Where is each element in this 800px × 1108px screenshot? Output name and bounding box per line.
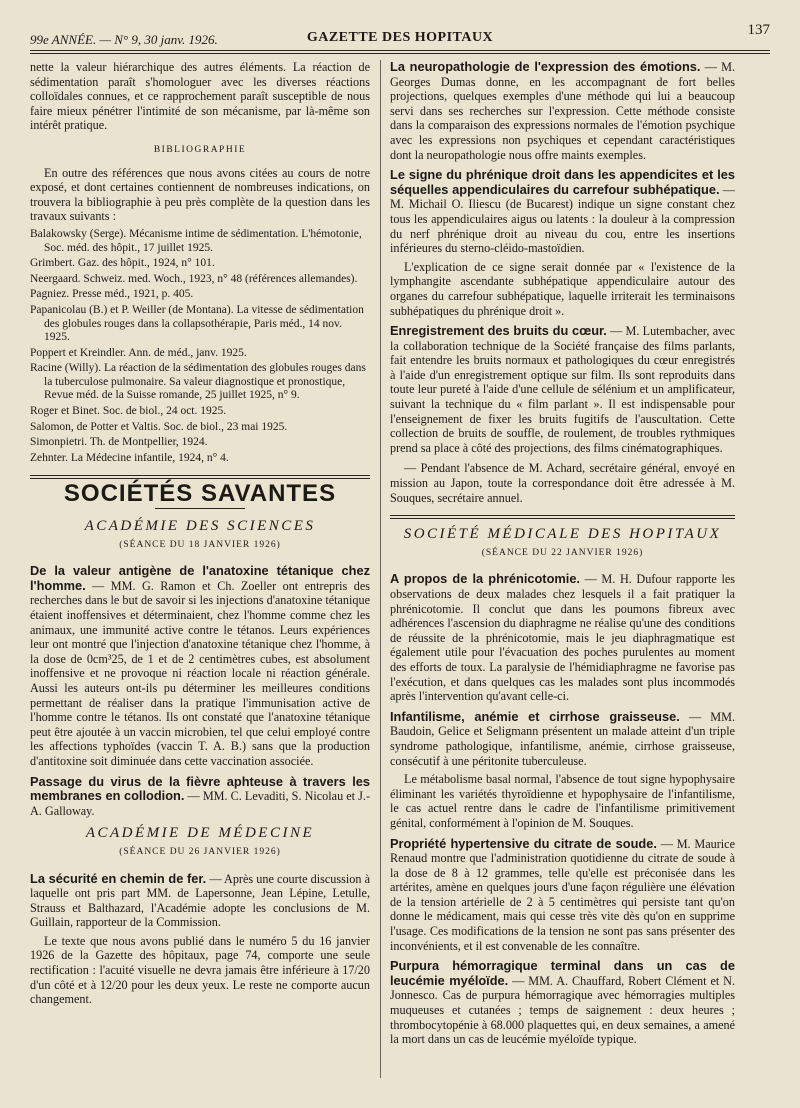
reference-item: Roger et Binet. Soc. de biol., 24 oct. 1925.	[30, 405, 227, 418]
article-title: Passage du virus de la fièvre aphteuse à travers les membranes en collodion.	[30, 773, 370, 804]
academie-medecine-heading: ACADÉMIE DE MÉDECINE	[85, 825, 315, 842]
reference-item: Zehnter. La Médecine infantile, 1924, n° 4.	[30, 451, 229, 464]
article-body: — MM. G. Ramon et Ch. Zoeller ont entrepris des recherches dans le but de savoir si les injections d'anatoxine tétanique étaient inoffensives et déterminaient, chez l'homme comme chez les animaux, une immunité active contre le tétanos. Leurs expériences leur ont montré que l'injection d'anatoxine tétanique chez l'homme, à la dose de 0cm³25, de 1 et de 2 centimètres cubes, est absolument inoffensive et ne provoque ni réaction locale ni réaction générale. Aussi les auteurs ont-ils pu déterminer les meilleures conditions permettant de réaliser dans la pratique l'immunisation active de l'homme contre le tétanos. Ils ont constaté que l'anatoxine tétanique peut être ajoutée à un vaccin microbien, tel que celui employé contre les affections typhoïdes (vaccin T. A. B.) sans que la production d'antitoxine soit diminuée dans cette vaccination associée.	[30, 578, 370, 768]
issue-line: 99e ANNÉE. — N° 9, 30 janv. 1926.	[30, 32, 218, 47]
reference-item: Papanicolau (B.) et P. Weiller (de Montana). La vitesse de sédimentation des globules rouges dans la collapsothérapie, Paris méd., 14 nov. 1925.	[30, 303, 364, 344]
article-body: — M. Maurice Renaud montre que l'administration quotidienne du citrate de soude à la dose de 8 à 12 grammes, telle qu'elle est préconisée dans les artérites, amène en quelques jours d'une façon régulière une élévation de la tension artérielle de 2 à 5 centimètres qui persiste tant qu'on donne le médicament, mais qui cesse très vite dès qu'on en supprime l'usage. Ces modifications de la tension ne sont pas sans présenter des inconvénients, et il est convenable de les connaître.	[390, 836, 735, 953]
article	[390, 168, 735, 318]
article-body: — M. Michail O. Iliescu (de Bucarest) indique un signe constant chez tous les appendiculaires aigus ou latents : la douleur à la compression du nerf phrénique droit au niveau du cou, entre les insertions inférieures du sterno-cléido-mastoïdien.	[390, 182, 735, 256]
intro-paragraph: nette la valeur hiérarchique des autres éléments. La réaction de sédimentation paraît s'homologuer avec les diverses réactions colloïdales connues, et ce rapprochement paraît susceptible de nous faire mieux pénétrer l'intimité de son mécanisme, par là-même son intérêt pratique.	[30, 60, 370, 133]
article-body: — M. Georges Dumas donne, en les accompagnant de fort belles projections, quelques exemples d'une méthode qui lui a beaucoup servi dans ses recherches sur l'expression. Cette méthode consiste dans la comparaison des expressions normales de l'émotion psychique avec les expressions non psychiques et cependant caractéristiques dont la neuropathologie nous offre maints exemples.	[390, 60, 735, 162]
article	[390, 572, 735, 703]
seance-date: (SÉANCE DU 26 JANVIER 1926)	[119, 846, 281, 857]
header-rule	[30, 50, 770, 51]
notice-paragraph: — Pendant l'absence de M. Achard, secrétaire général, envoyé en mission au Japon, toute la correspondance doit être adressée à M. Souques, secrétaire annuel.	[390, 461, 735, 505]
right-column	[390, 60, 735, 1088]
article	[30, 775, 370, 819]
article	[390, 959, 735, 1047]
article	[390, 837, 735, 954]
article-title: Purpura hémorragique terminal dans un cas de leucémie myéloïde.	[390, 958, 735, 988]
article-title: De la valeur antigène de l'anatoxine tétanique chez l'homme.	[30, 563, 370, 593]
article-body: Le métabolisme basal normal, l'absence de tout signe hypophysaire éliminant les variétés thyroïdienne et hypophysaire de l'infantilisme, le cas actuel rentre dans le cadre de l'infantilisme primitivement génital, conformément à l'opinion de M. Souques.	[390, 772, 735, 830]
societe-medicale-heading: SOCIÉTÉ MÉDICALE DES HOPITAUX	[403, 526, 722, 543]
journal-title: GAZETTE DES HOPITAUX	[306, 30, 494, 45]
reference-item: Pagniez. Presse méd., 1921, p. 405.	[30, 288, 194, 301]
article-title: Enregistrement des bruits du cœur.	[390, 323, 607, 339]
reference-item: Balakowsky (Serge). Mécanisme intime de sédimentation. L'hémotonie, Soc. méd. des hôpit., 17 juillet 1925.	[30, 227, 362, 254]
left-column	[30, 60, 370, 1088]
page-header	[30, 18, 770, 48]
reference-item: Simonpietri. Th. de Montpellier, 1924.	[30, 436, 208, 449]
article-body: — M. Lutembacher, avec la collaboration technique de la Société française des films parlants, fait entendre les bruits normaux et pathologiques du cœur enregistrés à l'aide d'un enregistrement optique sur film. Ils sont reproduits dans toute leur pureté à l'aide d'une cellule de sélénium et un amplificateur, suivant la technique du « film parlant ». Il est indispensable pour l'enseignement de fixer les bruits fugitifs de l'auscultation. Cette collection de bruits de souffle, de roulement, de troubles rythmiques prend sa place à côté des projections, des films cinématographiques.	[390, 324, 735, 455]
article-body: — MM. A. Chauffard, Robert Clément et N. Jonnesco. Cas de purpura hémorragique avec hémorragies multiples muqueuses et cutanées ; temps de saignement : deux heures ; thrombocytopénie à 68.000 plaquettes qui, en deux semaines, a amené la mort dans un cas de leucémie myéloïde typique.	[390, 973, 735, 1047]
section-rule	[30, 475, 370, 476]
article-title: La sécurité en chemin de fer.	[30, 870, 207, 886]
article-body: Le texte que nous avons publié dans le numéro 5 du 16 janvier 1926 de la Gazette des hôpitaux, page 74, comporte une seule rectification : l'acuité visuelle ne devra jamais être inférieure à 17/20 d'un côté et à 12/20 pour les deux yeux. Le reste ne comporte aucun changement.	[30, 933, 370, 1007]
header-rule-double	[30, 53, 770, 54]
article	[390, 60, 735, 162]
section-rule	[390, 515, 735, 516]
article	[390, 710, 735, 831]
article	[30, 872, 370, 1007]
societes-savantes-heading: SOCIÉTÉS SAVANTES	[63, 480, 337, 508]
article-body: — M. H. Dufour rapporte les observations de deux malades chez lesquels il a fait pratiquer la phrénicotomie. Il conclut que dans les poumons fibreux avec adhérences l'ascension du diaphragme ne réalise qu'une des conditions de réussite de la phrénicotomie, mais le jeu diaphragmatique est également utile pour l'évacuation des poches purulentes au moment des efforts de toux. La paralysie de l'hémidiaphragme ne favorise pas l'exécution, et dans quelques cas les malades sont plus incommodés après l'intervention qu'avant celle-ci.	[390, 572, 735, 704]
column-divider	[380, 60, 381, 1078]
article-body: — MM. C. Levaditi, S. Nicolau et J.-A. Galloway.	[30, 789, 370, 818]
page-number: 137	[747, 22, 770, 38]
article-body: L'explication de ce signe serait donnée par « l'existence de la lymphangite ascendante subhépatique appendiculaire autour des organes du carrefour subhépatique, laquelle irriterait les terminaisons subhépatiques du phrénique droit ».	[390, 259, 735, 318]
bibliography-heading: BIBLIOGRAPHIE	[153, 144, 247, 155]
article	[390, 324, 735, 455]
short-rule	[155, 508, 245, 509]
article-title: La neuropathologie de l'expression des émotions.	[390, 60, 701, 74]
article-body: — Après une courte discussion à laquelle ont pris part MM. de Lapersonne, Jean Lépine, Letulle, Strauss et Balthazard, l'Académie adopte les conclusions de M. Guillain, rapporteur de la Commission.	[30, 871, 370, 930]
seance-date: (SÉANCE DU 18 JANVIER 1926)	[119, 539, 281, 550]
article-body: — MM. Baudoin, Gelice et Seligmann présentent un malade atteint d'un triple syndrome pathologique, infantilisme, anémie, cirrhose graisseuse, consécutif à une péritonite tuberculeuse.	[390, 709, 735, 768]
article-title: Le signe du phrénique droit dans les appendicites et les séquelles appendiculaires du carrefour subhépatique.	[390, 167, 735, 197]
article-title: A propos de la phrénicotomie.	[390, 571, 580, 587]
reference-item: Racine (Willy). La réaction de la sédimentation des globules rouges dans la tuberculose pulmonaire. Sa valeur diagnostique et pronostique, Revue méd. de la Suisse romande, 25 juillet 1925, n° 9.	[30, 362, 366, 402]
article-title: Propriété hypertensive du citrate de soude.	[390, 835, 657, 851]
reference-item: Poppert et Kreindler. Ann. de méd., janv. 1925.	[30, 346, 247, 359]
academie-sciences-heading: ACADÉMIE DES SCIENCES	[84, 518, 316, 535]
reference-list	[30, 228, 370, 466]
bibliography-intro: En outre des références que nous avons citées au cours de notre exposé, et dont certaines contiennent de nombreuses indications, on trouvera la bibliographie à peu près complète de la question dans les travaux suivants :	[30, 165, 370, 224]
article-title: Infantilisme, anémie et cirrhose graisseuse.	[390, 708, 680, 724]
reference-item: Neergaard. Schweiz. med. Woch., 1923, n° 48 (références allemandes).	[30, 272, 358, 285]
reference-item: Salomon, de Potter et Valtis. Soc. de biol., 23 mai 1925.	[30, 420, 288, 433]
seance-date: (SÉANCE DU 22 JANVIER 1926)	[481, 547, 644, 558]
reference-item: Grimbert. Gaz. des hôpit., 1924, n° 101.	[30, 257, 215, 270]
article	[30, 564, 370, 768]
section-rule	[390, 518, 735, 519]
